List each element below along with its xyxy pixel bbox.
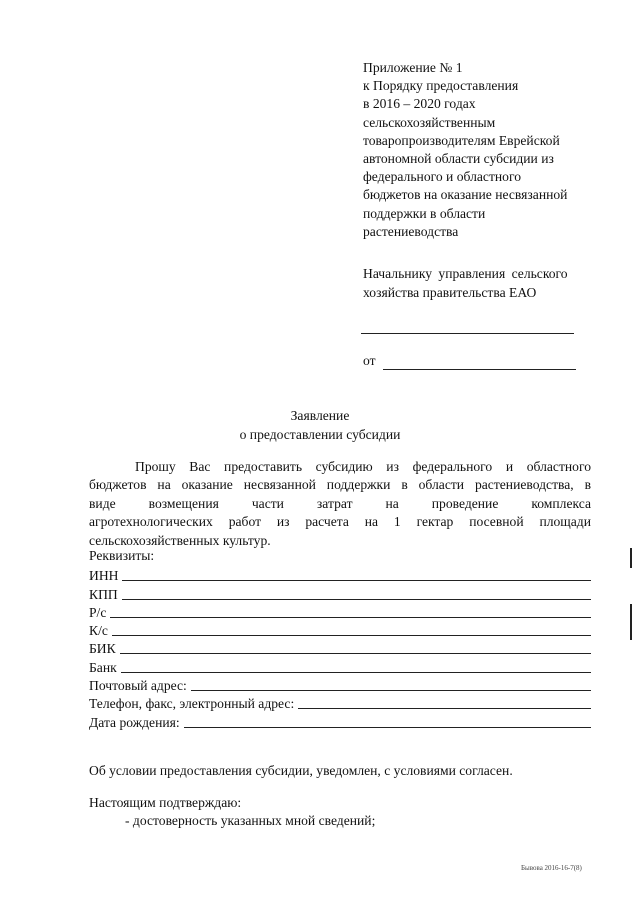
requisites-title: Реквизиты: [89,548,155,563]
appendix-block [363,59,623,241]
field-correspondent-account [89,621,591,639]
field-kpp [89,584,591,602]
appendix-line: автономной области субсидии из [363,151,554,167]
field-label: Р/с [89,604,107,620]
field-label: К/с [89,623,108,639]
paragraph-line: бюджетов на оказание несвязанной поддержки в области растениеводства, в [89,477,591,493]
appendix-line: сельскохозяйственным [363,114,496,130]
paragraph-line: Прошу Вас предоставить субсидию из федерального и областного [135,459,591,474]
appendix-line: Приложение № 1 [363,60,463,75]
field-birth-date [89,712,591,730]
appendix-line: бюджетов на оказание несвязанной [363,187,568,203]
field-contacts [89,694,591,712]
field-blank-line[interactable] [298,708,591,709]
field-label: КПП [89,586,118,602]
title-line: о предоставлении субсидии [239,427,401,442]
paragraph-line: виде возмещения части затрат на проведение комплекса [89,495,591,511]
field-blank-line[interactable] [120,653,591,654]
field-label: ИНН [89,568,119,584]
field-blank-line[interactable] [122,580,591,581]
field-blank-line[interactable] [191,690,591,691]
paragraph-line: агротехнологических работ из расчета на 1 гектар посевной площади [89,514,591,530]
addressee-block [363,264,593,302]
appendix-line: в 2016 – 2020 годах [363,96,476,112]
request-paragraph [89,458,591,550]
appendix-line: поддержки в области [363,205,486,221]
field-label: Банк [89,659,117,675]
title-line: Заявление [290,408,350,423]
paragraph-line: сельскохозяйственных культур. [89,532,271,548]
field-postal-address [89,676,591,694]
scan-edge-mark [630,548,632,568]
confirm-item: - достоверность указанных мной сведений; [125,813,376,828]
field-label: БИК [89,641,116,657]
document-title [0,406,640,444]
field-label: Дата рождения: [89,714,180,730]
appendix-line: к Порядку предоставления [363,78,519,94]
field-label: Почтовый адрес: [89,678,187,694]
addressee-blank-line[interactable] [361,333,574,334]
from-label: от [363,353,376,368]
field-blank-line[interactable] [112,635,591,636]
field-inn [89,566,591,584]
addressee-line: Начальнику управления сельского [363,266,568,281]
conditions-notice: Об условии предоставления субсидии, уведомлен, с условиями согласен. [89,763,513,778]
appendix-line: растениеводства [363,223,459,239]
footer-code: Бывова 2016-16-7(8) [521,864,582,872]
from-blank-line[interactable] [383,369,576,370]
field-blank-line[interactable] [110,617,591,618]
field-blank-line[interactable] [122,599,591,600]
field-settlement-account [89,603,591,621]
appendix-line: федерального и областного [363,169,521,185]
field-bik [89,639,591,657]
confirm-title: Настоящим подтверждаю: [89,795,242,810]
field-blank-line[interactable] [121,672,591,673]
field-bank [89,657,591,675]
addressee-line: хозяйства правительства ЕАО [363,285,537,300]
field-label: Телефон, факс, электронный адрес: [89,696,295,712]
scan-edge-mark [630,604,632,640]
field-blank-line[interactable] [184,727,591,728]
requisites-fields [89,566,591,731]
appendix-line: товаропроизводителям Еврейской [363,132,560,148]
